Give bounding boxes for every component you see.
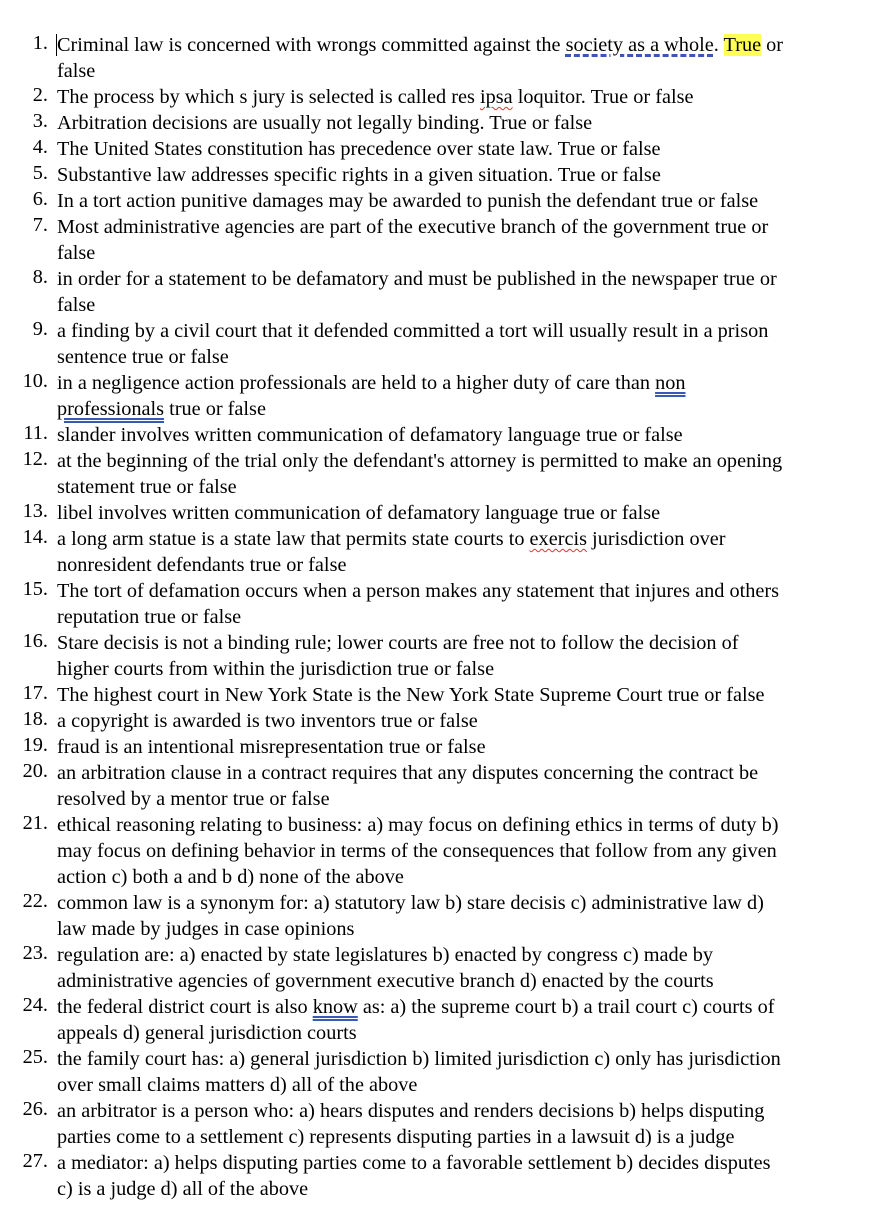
question-text: The United States constitution has precedence over state law. True or false bbox=[57, 138, 661, 160]
question-item bbox=[0, 266, 894, 318]
question-line bbox=[57, 1176, 864, 1202]
question-text: reputation true or false bbox=[57, 606, 242, 628]
question-text: fraud is an intentional misrepresentation true or false bbox=[57, 736, 486, 758]
question-line bbox=[57, 58, 864, 84]
question-number: 1. bbox=[32, 32, 48, 54]
question-number: 5. bbox=[32, 162, 48, 184]
question-text: The highest court in New York State is the New York State Supreme Court true or false bbox=[57, 684, 765, 706]
question-item bbox=[0, 500, 894, 526]
question-item bbox=[0, 526, 894, 578]
question-text: in order for a statement to be defamatory and must be published in the newspaper true or bbox=[57, 268, 777, 290]
grammar-suggestion-word: know bbox=[312, 996, 358, 1018]
question-line bbox=[57, 916, 864, 942]
question-line bbox=[57, 578, 864, 604]
question-line bbox=[57, 1124, 864, 1150]
question-item bbox=[0, 214, 894, 266]
question-text: a copyright is awarded is two inventors true or false bbox=[57, 710, 478, 732]
question-text: loquitor. True or false bbox=[512, 86, 694, 108]
question-item bbox=[0, 630, 894, 682]
question-item bbox=[0, 84, 894, 110]
question-line bbox=[57, 812, 864, 838]
question-line bbox=[57, 136, 864, 162]
question-item bbox=[0, 1098, 894, 1150]
question-item bbox=[0, 812, 894, 890]
question-text: action c) both a and b d) none of the above bbox=[57, 866, 404, 888]
question-line bbox=[57, 448, 864, 474]
grammar-suggestion-word: professionals bbox=[57, 398, 165, 420]
question-line bbox=[57, 500, 864, 526]
question-number: 18. bbox=[22, 708, 48, 730]
question-text: a mediator: a) helps disputing parties come to a favorable settlement b) decides disputes bbox=[57, 1152, 771, 1174]
question-item bbox=[0, 1046, 894, 1098]
question-text: a long arm statue is a state law that permits state courts to bbox=[57, 528, 530, 550]
question-number: 26. bbox=[22, 1098, 48, 1120]
question-line bbox=[57, 1098, 864, 1124]
spelling-error-word: ipsa bbox=[479, 86, 513, 108]
question-line bbox=[57, 682, 864, 708]
question-line bbox=[57, 838, 864, 864]
question-line bbox=[57, 942, 864, 968]
question-text: law made by judges in case opinions bbox=[57, 918, 355, 940]
question-line bbox=[57, 214, 864, 240]
question-text: a finding by a civil court that it defended committed a tort will usually result in a prison bbox=[57, 320, 769, 342]
question-number: 19. bbox=[22, 734, 48, 756]
question-line bbox=[57, 318, 864, 344]
question-text: Most administrative agencies are part of the executive branch of the government true or bbox=[57, 216, 769, 238]
question-text: at the beginning of the trial only the defendant's attorney is permitted to make an opening bbox=[57, 450, 783, 472]
question-text: an arbitration clause in a contract requires that any disputes concerning the contract be bbox=[57, 762, 759, 784]
question-text: c) is a judge d) all of the above bbox=[57, 1178, 309, 1200]
question-number: 12. bbox=[22, 448, 48, 470]
question-line bbox=[57, 552, 864, 578]
question-line bbox=[57, 344, 864, 370]
question-number: 24. bbox=[22, 994, 48, 1016]
question-number: 21. bbox=[22, 812, 48, 834]
question-item bbox=[0, 318, 894, 370]
question-text: The tort of defamation occurs when a person makes any statement that injures and others bbox=[57, 580, 780, 602]
question-number: 16. bbox=[22, 630, 48, 652]
question-number: 20. bbox=[22, 760, 48, 782]
question-line bbox=[57, 1046, 864, 1072]
question-item bbox=[0, 760, 894, 812]
question-line bbox=[57, 630, 864, 656]
question-text: slander involves written communication of defamatory language true or false bbox=[57, 424, 683, 446]
question-text: appeals d) general jurisdiction courts bbox=[57, 1022, 357, 1044]
question-text: . bbox=[713, 34, 724, 56]
question-line bbox=[57, 1020, 864, 1046]
question-line bbox=[57, 266, 864, 292]
question-line bbox=[57, 32, 864, 58]
question-text: Arbitration decisions are usually not legally binding. True or false bbox=[57, 112, 593, 134]
question-line bbox=[57, 292, 864, 318]
question-line bbox=[57, 162, 864, 188]
question-line bbox=[57, 656, 864, 682]
question-text: higher courts from within the jurisdiction true or false bbox=[57, 658, 495, 680]
question-line bbox=[57, 1150, 864, 1176]
question-item bbox=[0, 1150, 894, 1202]
document-body[interactable] bbox=[0, 32, 894, 1202]
question-line bbox=[57, 734, 864, 760]
question-number: 9. bbox=[32, 318, 48, 340]
question-text: common law is a synonym for: a) statutory law b) stare decisis c) administrative law d) bbox=[57, 892, 764, 914]
question-text: statement true or false bbox=[57, 476, 237, 498]
question-text: The process by which s jury is selected is called res bbox=[57, 86, 480, 108]
question-text: nonresident defendants true or false bbox=[57, 554, 347, 576]
question-line bbox=[57, 708, 864, 734]
question-number: 14. bbox=[22, 526, 48, 548]
question-item bbox=[0, 708, 894, 734]
highlighted-answer: True bbox=[723, 34, 762, 56]
grammar-suggestion-word: society as a whole bbox=[565, 34, 714, 56]
spelling-error-word: exercis bbox=[529, 528, 587, 550]
question-text: over small claims matters d) all of the above bbox=[57, 1074, 418, 1096]
question-item bbox=[0, 136, 894, 162]
question-number: 22. bbox=[22, 890, 48, 912]
question-item bbox=[0, 370, 894, 422]
question-number: 17. bbox=[22, 682, 48, 704]
question-number: 8. bbox=[32, 266, 48, 288]
grammar-suggestion-word: non bbox=[655, 372, 686, 394]
question-text: false bbox=[57, 242, 96, 264]
question-number: 6. bbox=[32, 188, 48, 210]
question-item bbox=[0, 890, 894, 942]
question-text: the federal district court is also bbox=[57, 996, 313, 1018]
question-item bbox=[0, 942, 894, 994]
question-line bbox=[57, 422, 864, 448]
question-number: 23. bbox=[22, 942, 48, 964]
question-text: may focus on defining behavior in terms of the consequences that follow from any given bbox=[57, 840, 777, 862]
question-line bbox=[57, 604, 864, 630]
question-line bbox=[57, 526, 864, 552]
question-item bbox=[0, 578, 894, 630]
question-text: as: a) the supreme court b) a trail court c) courts of bbox=[357, 996, 775, 1018]
question-line bbox=[57, 890, 864, 916]
question-number: 3. bbox=[32, 110, 48, 132]
question-text: false bbox=[57, 60, 96, 82]
question-text: libel involves written communication of defamatory language true or false bbox=[57, 502, 661, 524]
question-text: administrative agencies of government executive branch d) enacted by the courts bbox=[57, 970, 714, 992]
question-number: 4. bbox=[32, 136, 48, 158]
question-line bbox=[57, 864, 864, 890]
question-item bbox=[0, 162, 894, 188]
question-line bbox=[57, 474, 864, 500]
question-text: Criminal law is concerned with wrongs committed against the bbox=[57, 34, 566, 56]
question-line bbox=[57, 760, 864, 786]
question-item bbox=[0, 32, 894, 84]
question-item bbox=[0, 422, 894, 448]
question-number: 15. bbox=[22, 578, 48, 600]
question-line bbox=[57, 396, 864, 422]
question-line bbox=[57, 994, 864, 1020]
question-line bbox=[57, 84, 864, 110]
question-number: 27. bbox=[22, 1150, 48, 1172]
question-text: or bbox=[761, 34, 784, 56]
question-line bbox=[57, 1072, 864, 1098]
question-text: an arbitrator is a person who: a) hears disputes and renders decisions b) helps disputing bbox=[57, 1100, 765, 1122]
question-line bbox=[57, 240, 864, 266]
question-number: 25. bbox=[22, 1046, 48, 1068]
question-item bbox=[0, 682, 894, 708]
question-text: false bbox=[57, 294, 96, 316]
question-item bbox=[0, 188, 894, 214]
question-item bbox=[0, 994, 894, 1046]
question-text: ethical reasoning relating to business: a) may focus on defining ethics in terms of duty b) bbox=[57, 814, 779, 836]
question-line bbox=[57, 968, 864, 994]
question-text: the family court has: a) general jurisdiction b) limited jurisdiction c) only has jurisdiction bbox=[57, 1048, 781, 1070]
question-text: in a negligence action professionals are held to a higher duty of care than bbox=[57, 372, 656, 394]
question-item bbox=[0, 448, 894, 500]
question-item bbox=[0, 110, 894, 136]
question-number: 11. bbox=[23, 422, 48, 444]
question-number: 2. bbox=[32, 84, 48, 106]
question-number: 13. bbox=[22, 500, 48, 522]
question-text: true or false bbox=[164, 398, 266, 420]
question-text: In a tort action punitive damages may be awarded to punish the defendant true or false bbox=[57, 190, 759, 212]
question-text: parties come to a settlement c) represents disputing parties in a lawsuit d) is a judge bbox=[57, 1126, 735, 1148]
question-text: resolved by a mentor true or false bbox=[57, 788, 330, 810]
question-text: sentence true or false bbox=[57, 346, 229, 368]
question-text: jurisdiction over bbox=[586, 528, 726, 550]
question-item bbox=[0, 734, 894, 760]
question-text: Substantive law addresses specific rights in a given situation. True or false bbox=[57, 164, 661, 186]
question-line bbox=[57, 370, 864, 396]
question-line bbox=[57, 110, 864, 136]
question-text: regulation are: a) enacted by state legislatures b) enacted by congress c) made by bbox=[57, 944, 714, 966]
question-text: Stare decisis is not a binding rule; lower courts are free not to follow the decision of bbox=[57, 632, 739, 654]
question-number: 7. bbox=[32, 214, 48, 236]
question-number: 10. bbox=[22, 370, 48, 392]
question-line bbox=[57, 188, 864, 214]
question-line bbox=[57, 786, 864, 812]
